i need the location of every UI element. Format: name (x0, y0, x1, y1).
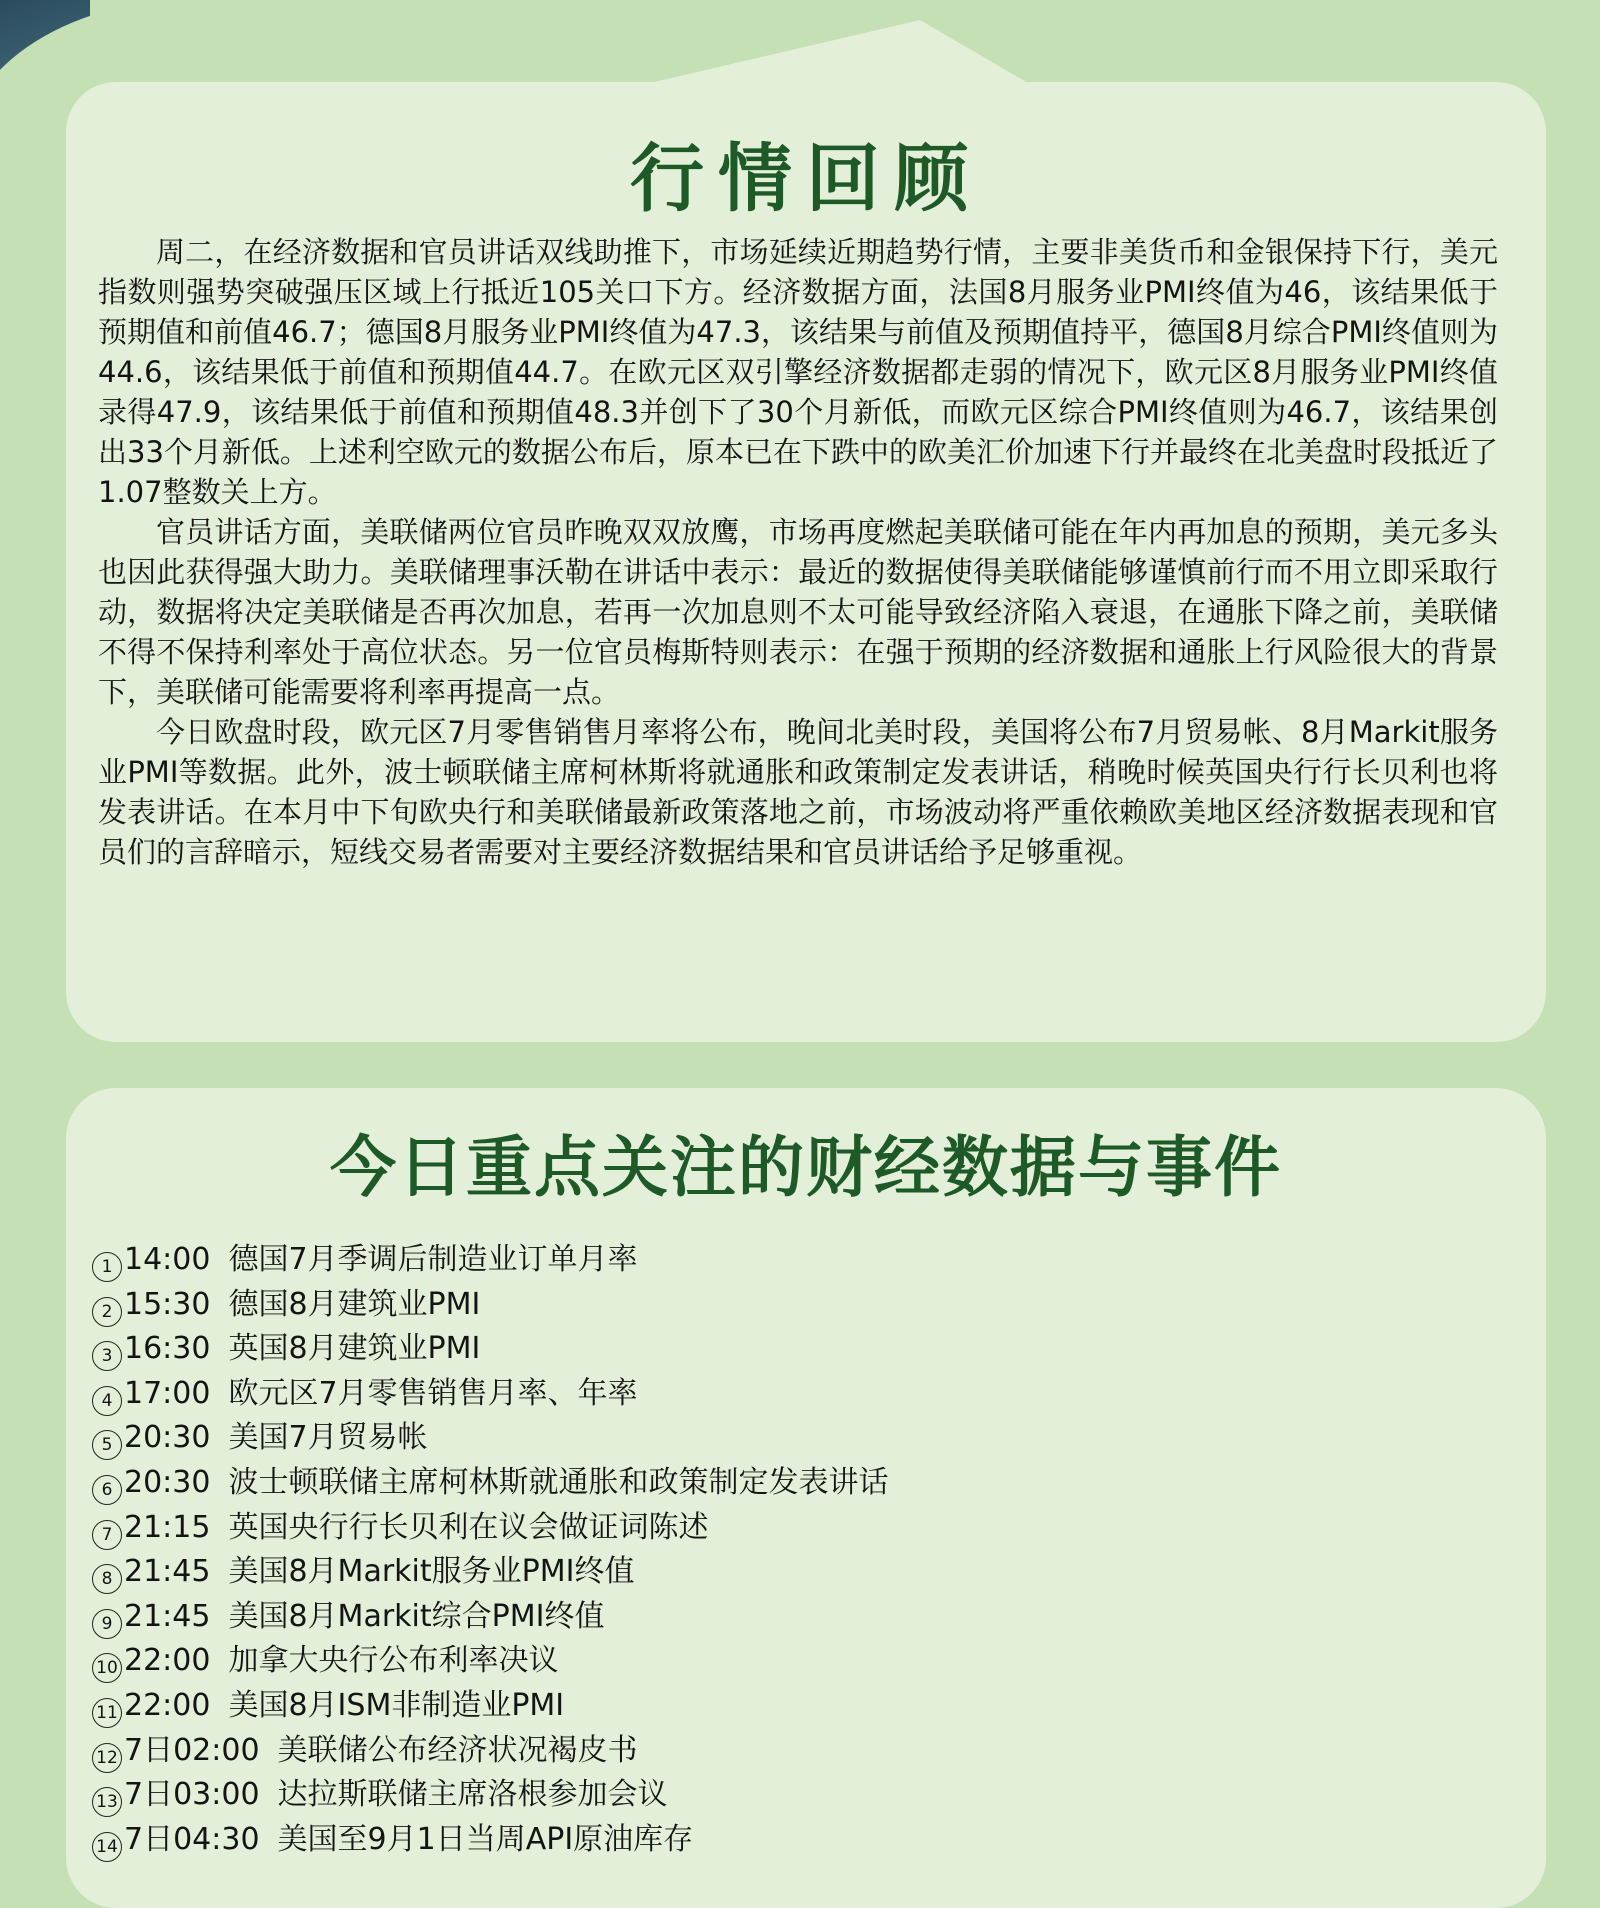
event-time: 7日04:30 (124, 1821, 260, 1857)
event-item (92, 1818, 1492, 1863)
circled-number: 11 (92, 1698, 122, 1728)
event-time: 7日03:00 (124, 1777, 260, 1813)
circled-number: 1 (92, 1252, 122, 1282)
event-desc: 达拉斯联储主席洛根参加会议 (277, 1777, 668, 1813)
event-item (92, 1461, 1492, 1506)
event-time: 21:15 (124, 1509, 211, 1545)
event-item (92, 1416, 1492, 1461)
circled-number: 2 (92, 1297, 122, 1327)
circled-number: 10 (92, 1653, 122, 1683)
event-item (92, 1684, 1492, 1729)
event-desc: 美国8月Markit服务业PMI终值 (228, 1554, 635, 1590)
event-desc: 波士顿联储主席柯林斯就通胀和政策制定发表讲话 (228, 1464, 889, 1500)
event-time: 15:30 (124, 1286, 211, 1322)
market-review-body (98, 232, 1498, 872)
event-time: 14:00 (124, 1242, 211, 1277)
circled-number: 12 (92, 1743, 122, 1773)
event-list (92, 1238, 1492, 1862)
circled-number: 6 (92, 1475, 122, 1505)
event-desc: 欧元区7月零售销售月率、年率 (228, 1375, 638, 1411)
event-desc: 加拿大央行公布利率决议 (228, 1643, 559, 1679)
circled-number: 7 (92, 1520, 122, 1550)
event-item (92, 1639, 1492, 1684)
event-time: 7日02:00 (124, 1732, 260, 1768)
circled-number: 4 (92, 1386, 122, 1416)
event-time: 20:30 (124, 1464, 211, 1500)
review-paragraph: 周二，在经济数据和官员讲话双线助推下，市场延续近期趋势行情，主要非美货币和金银保持下行，美元指数则强势突破强压区域上行抵近105关口下方。经济数据方面，法国8月服务业PMI终值为46，该结果低于预期值和前值46.7；德国8月服务业PMI终值为47.3，该结果与前值及预期值持平，德国8月综合PMI终值则为44.6，该结果低于前值和预期值44.7。在欧元区双引擎经济数据都走弱的情况下，欧元区8月服务业PMI终值录得47.9，该结果低于前值和预期值48.3并创下了30个月新低，而欧元区综合PMI终值则为46.7，该结果创出33个月新低。上述利空欧元的数据公布后，原本已在下跌中的欧美汇价加速下行并最终在北美盘时段抵近了1.07整数关上方。 (98, 235, 1498, 509)
key-events-title: 今日重点关注的财经数据与事件 (330, 1129, 1282, 1206)
review-paragraph: 官员讲话方面，美联储两位官员昨晚双双放鹰，市场再度燃起美联储可能在年内再加息的预期，美元多头也因此获得强大助力。美联储理事沃勒在讲话中表示：最近的数据使得美联储能够谨慎前行而不用立即采取行动，数据将决定美联储是否再次加息，若再一次加息则不太可能导致经济陷入衰退，在通胀下降之前，美联储不得不保持利率处于高位状态。另一位官员梅斯特则表示：在强于预期的经济数据和通胀上行风险很大的背景下，美联储可能需要将利率再提高一点。 (98, 515, 1498, 709)
event-desc: 美国8月Markit综合PMI终值 (228, 1598, 605, 1634)
event-item (92, 1283, 1492, 1328)
circled-number: 8 (92, 1564, 122, 1594)
event-desc: 美国7月贸易帐 (228, 1420, 428, 1456)
event-desc: 德国8月建筑业PMI (228, 1286, 481, 1322)
event-desc: 英国8月建筑业PMI (228, 1331, 481, 1367)
event-item (92, 1550, 1492, 1595)
event-time: 16:30 (124, 1331, 211, 1367)
event-item (92, 1729, 1492, 1774)
event-item (92, 1238, 1492, 1283)
event-desc: 美国8月ISM非制造业PMI (228, 1687, 565, 1723)
review-paragraph: 今日欧盘时段，欧元区7月零售销售月率将公布，晚间北美时段，美国将公布7月贸易帐、8月Markit服务业PMI等数据。此外，波士顿联储主席柯林斯将就通胀和政策制定发表讲话，稍晚时候英国央行行长贝利也将发表讲话。在本月中下旬欧央行和美联储最新政策落地之前，市场波动将严重依赖欧美地区经济数据表现和官员们的言辞暗示，短线交易者需要对主要经济数据结果和官员讲话给予足够重视。 (98, 715, 1498, 869)
circled-number: 9 (92, 1609, 122, 1639)
event-time: 20:30 (124, 1420, 211, 1456)
key-events-panel (66, 1088, 1546, 1908)
event-desc: 美国至9月1日当周API原油库存 (277, 1821, 694, 1857)
circled-number: 14 (92, 1832, 122, 1862)
event-item (92, 1506, 1492, 1551)
event-item (92, 1372, 1492, 1417)
event-item (92, 1773, 1492, 1818)
event-time: 21:45 (124, 1598, 211, 1634)
event-desc: 德国7月季调后制造业订单月率 (228, 1242, 638, 1277)
market-review-panel (66, 82, 1546, 1042)
speech-bubble-tail (620, 20, 1040, 90)
market-review-title: 行情回顾 (630, 136, 982, 222)
event-time: 22:00 (124, 1687, 211, 1723)
event-desc: 美联储公布经济状况褐皮书 (277, 1732, 638, 1768)
event-item (92, 1595, 1492, 1640)
event-desc: 英国央行行长贝利在议会做证词陈述 (228, 1509, 709, 1545)
event-time: 21:45 (124, 1554, 211, 1590)
circled-number: 13 (92, 1787, 122, 1817)
circled-number: 3 (92, 1341, 122, 1371)
event-item (92, 1327, 1492, 1372)
event-time: 17:00 (124, 1375, 211, 1411)
circled-number: 5 (92, 1430, 122, 1460)
event-time: 22:00 (124, 1643, 211, 1679)
